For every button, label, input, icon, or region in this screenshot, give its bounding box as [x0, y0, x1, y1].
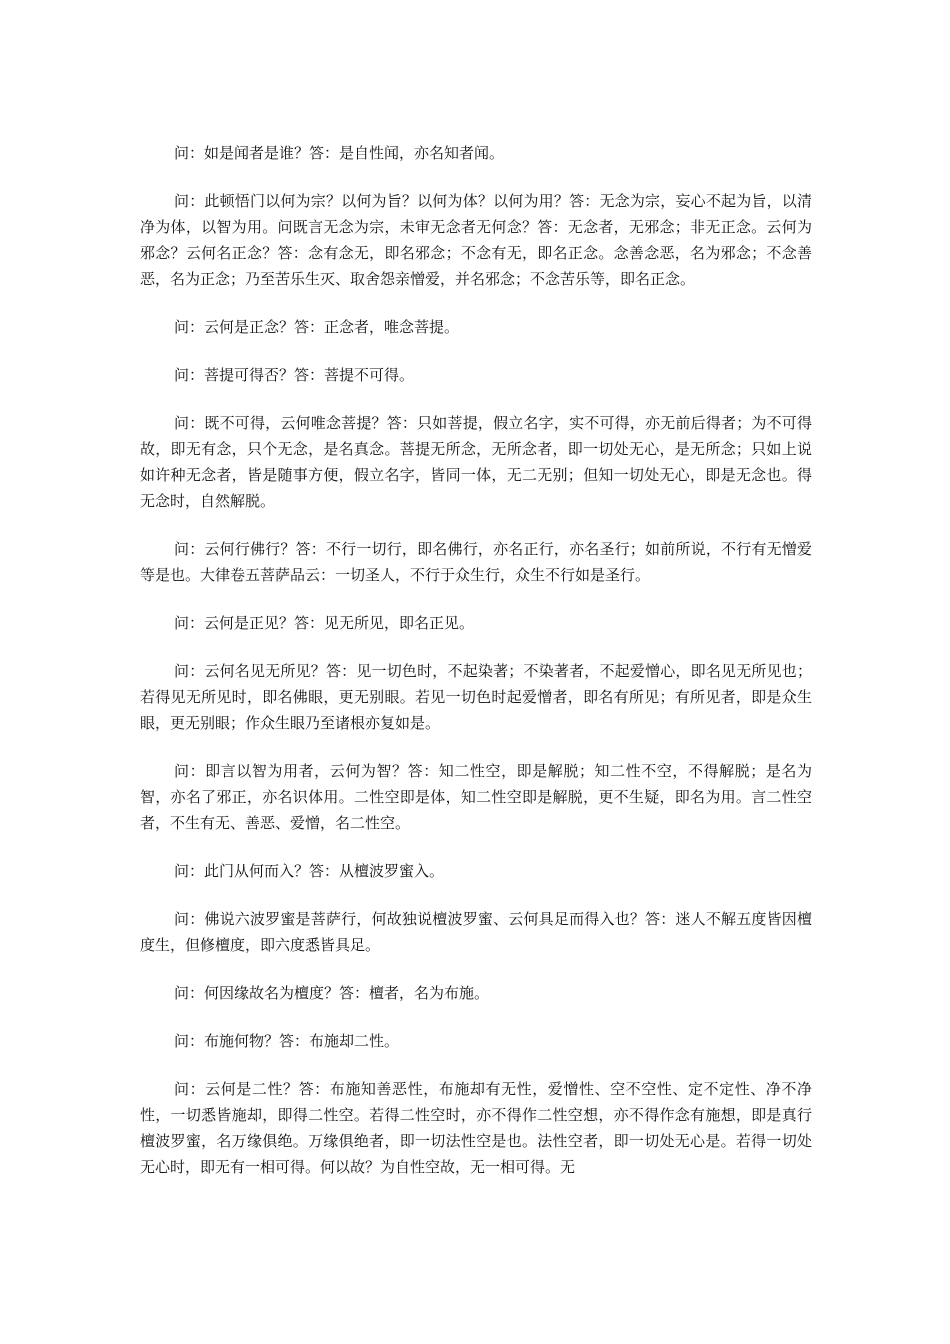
paragraph-2: 问：此顿悟门以何为宗？以何为旨？以何为体？以何为用？答：无念为宗，妄心不起为旨，以清净为体，以智为用。问既言无念为宗，未审无念者无何念？答：无念者，无邪念；非无正念。云何为邪念？云何名正念？答：念有念无，即名邪念；不念有无，即名正念。念善念恶，名为邪念；不念善恶，名为正念；乃至苦乐生灭、取舍怨亲憎爱，并名邪念；不念苦乐等，即名正念。	[140, 192, 812, 288]
paragraph-5: 问：既不可得，云何唯念菩提？答：只如菩提，假立名字，实不可得，亦无前后得者；为不可得故，即无有念，只个无念，是名真念。菩提无所念，无所念者，即一切处无心，是无所念；只如上说如许种无念者，皆是随事方便，假立名字，皆同一体，无二无别；但知一切处无心，即是无念也。得无念时，自然解脱。	[140, 414, 812, 510]
paragraph-9: 问：即言以智为用者，云何为智？答：知二性空，即是解脱；知二性不空，不得解脱；是名为智，亦名了邪正，亦名识体用。二性空即是体，知二性空即是解脱，更不生疑，即名为用。言二性空者，不生有无、善恶、爱憎，名二性空。	[140, 762, 812, 832]
document-body	[140, 140, 812, 1202]
paragraph-8: 问：云何名见无所见？答：见一切色时，不起染著；不染著者，不起爱憎心，即名见无所见也；若得见无所见时，即名佛眼，更无别眼。若见一切色时起爱憎者，即名有所见；有所见者，即是众生眼，更无别眼；作众生眼乃至诸根亦复如是。	[140, 662, 812, 732]
paragraph-7: 问：云何是正见？答：见无所见，即名正见。	[174, 614, 475, 632]
paragraph-10: 问：此门从何而入？答：从檀波罗蜜入。	[174, 862, 445, 880]
paragraph-14: 问：云何是二性？答：布施知善恶性，布施却有无性，爱憎性、空不空性、定不定性、净不净性，一切悉皆施却，即得二性空。若得二性空时，亦不得作二性空想，亦不得作念有施想，即是真行檀波罗蜜，名万缘俱绝。万缘俱绝者，即一切法性空是也。法性空者，即一切处无心是。若得一切处无心时，即无有一相可得。何以故？为自性空故，无一相可得。无	[140, 1080, 812, 1176]
paragraph-4: 问：菩提可得否？答：菩提不可得。	[174, 366, 415, 384]
paragraph-6: 问：云何行佛行？答：不行一切行，即名佛行，亦名正行，亦名圣行；如前所说，不行有无憎爱等是也。大律卷五菩萨品云：一切圣人，不行于众生行，众生不行如是圣行。	[140, 540, 812, 584]
paragraph-13: 问：布施何物？答：布施却二性。	[174, 1032, 400, 1050]
paragraph-12: 问：何因缘故名为檀度？答：檀者，名为布施。	[174, 984, 490, 1002]
paragraph-3: 问：云何是正念？答：正念者，唯念菩提。	[174, 318, 460, 336]
paragraph-1: 问：如是闻者是谁？答：是自性闻，亦名知者闻。	[174, 144, 505, 162]
paragraph-11: 问：佛说六波罗蜜是菩萨行，何故独说檀波罗蜜、云何具足而得入也？答：迷人不解五度皆因檀度生，但修檀度，即六度悉皆具足。	[140, 910, 812, 954]
